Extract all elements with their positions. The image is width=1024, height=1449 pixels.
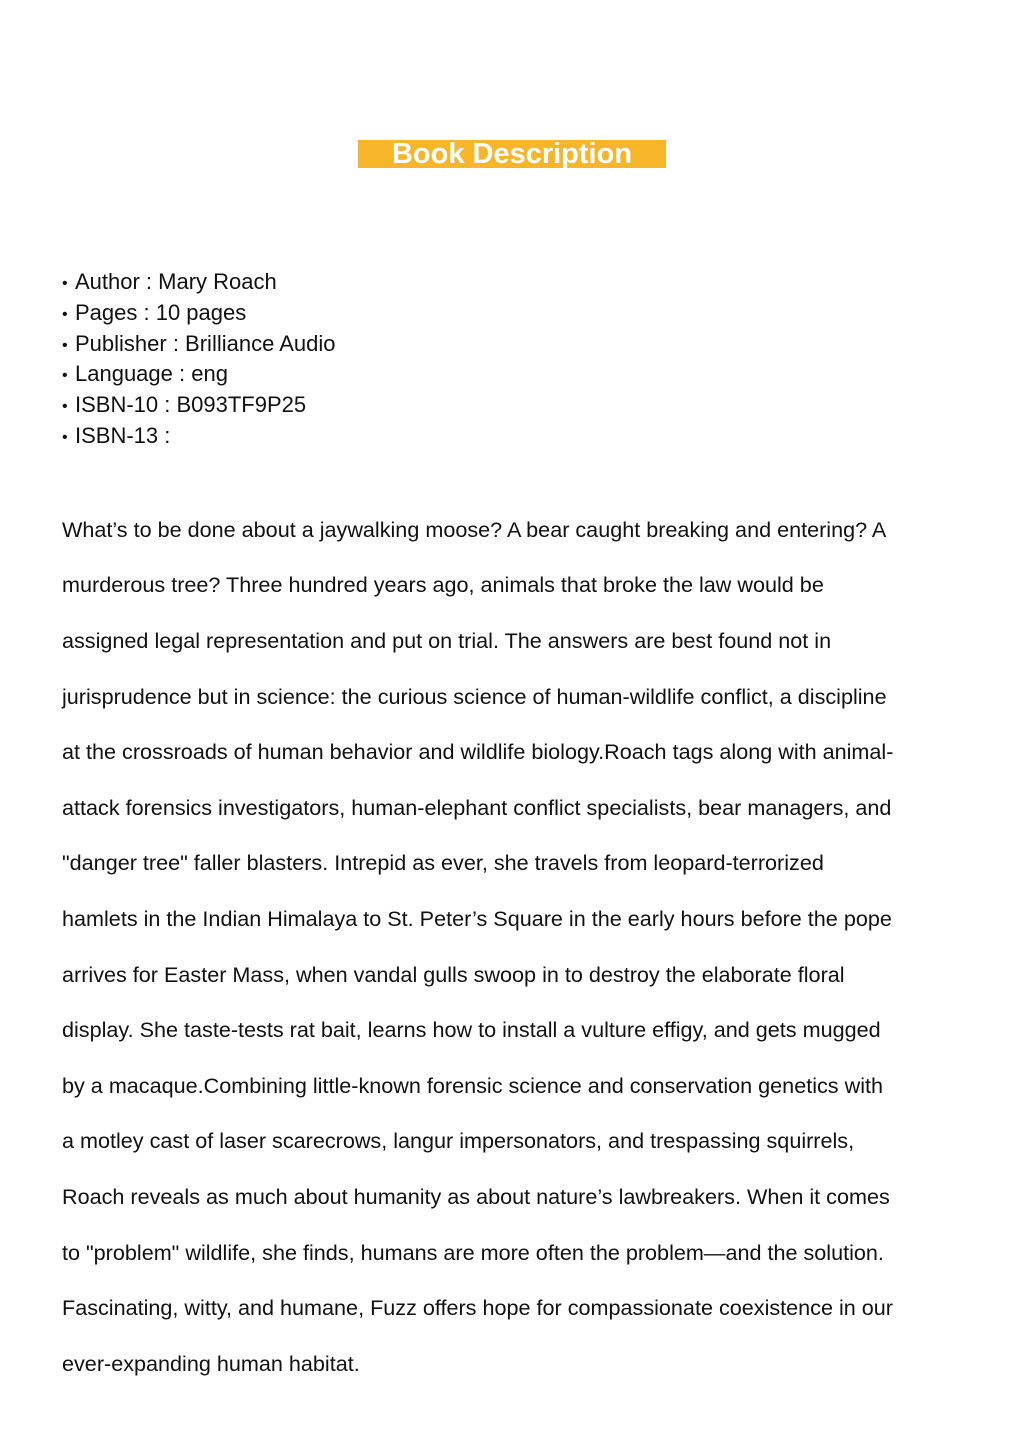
description-paragraph	[62, 488, 972, 1405]
title-banner	[358, 140, 666, 168]
description-line: a motley cast of laser scarecrows, langur impersonators, and trespassing squirrels,	[62, 1128, 855, 1154]
description-line: arrives for Easter Mass, when vandal gulls swoop in to destroy the elaborate floral	[62, 961, 845, 987]
detail-text: Author : Mary Roach	[75, 269, 277, 294]
detail-text: Language : eng	[75, 361, 228, 387]
bullet-icon: •	[62, 398, 68, 416]
description-line: hamlets in the Indian Himalaya to St. Peter’s Square in the early hours before the pope	[62, 905, 892, 931]
detail-author	[62, 268, 335, 299]
description-line: at the crossroads of human behavior and wildlife biology.Roach tags along with animal-	[62, 739, 894, 765]
detail-text: ISBN-13 :	[75, 422, 171, 448]
description-line: assigned legal representation and put on trial. The answers are best found not in	[62, 627, 832, 653]
detail-publisher	[62, 330, 335, 361]
book-details-list	[62, 268, 335, 453]
bullet-icon: •	[62, 275, 68, 292]
description-line: murderous tree? Three hundred years ago, animals that broke the law would be	[62, 572, 824, 598]
detail-pages	[62, 299, 335, 330]
detail-isbn-10	[62, 391, 335, 422]
description-line: Fascinating, witty, and humane, Fuzz offers hope for compassionate coexistence in our	[62, 1295, 894, 1321]
bullet-icon: •	[62, 336, 68, 354]
page-title: Book Description	[391, 140, 633, 168]
detail-language	[62, 360, 335, 391]
detail-isbn-13	[62, 422, 335, 453]
detail-text: Publisher : Brilliance Audio	[75, 330, 336, 356]
description-line: "danger tree" faller blasters. Intrepid as ever, she travels from leopard-terrorized	[62, 850, 824, 876]
description-line: jurisprudence but in science: the curious science of human-wildlife conflict, a discipline	[62, 683, 887, 709]
description-line: by a macaque.Combining little-known forensic science and conservation genetics with	[62, 1072, 883, 1098]
bullet-icon: •	[62, 367, 68, 385]
bullet-icon: •	[62, 305, 68, 323]
detail-text: Pages : 10 pages	[75, 299, 247, 325]
description-line: Roach reveals as much about humanity as about nature’s lawbreakers. When it comes	[62, 1183, 890, 1209]
description-line: ever-expanding human habitat.	[62, 1350, 360, 1376]
description-line: What’s to be done about a jaywalking moose? A bear caught breaking and entering? A	[62, 516, 887, 542]
description-line: attack forensics investigators, human-elephant conflict specialists, bear managers, and	[62, 794, 892, 820]
detail-text: ISBN-10 : B093TF9P25	[75, 392, 307, 418]
description-line: to "problem" wildlife, she finds, humans are more often the problem—and the solution.	[62, 1239, 884, 1265]
description-line: display. She taste-tests rat bait, learns how to install a vulture effigy, and gets mugged	[62, 1017, 881, 1043]
bullet-icon: •	[62, 428, 68, 446]
